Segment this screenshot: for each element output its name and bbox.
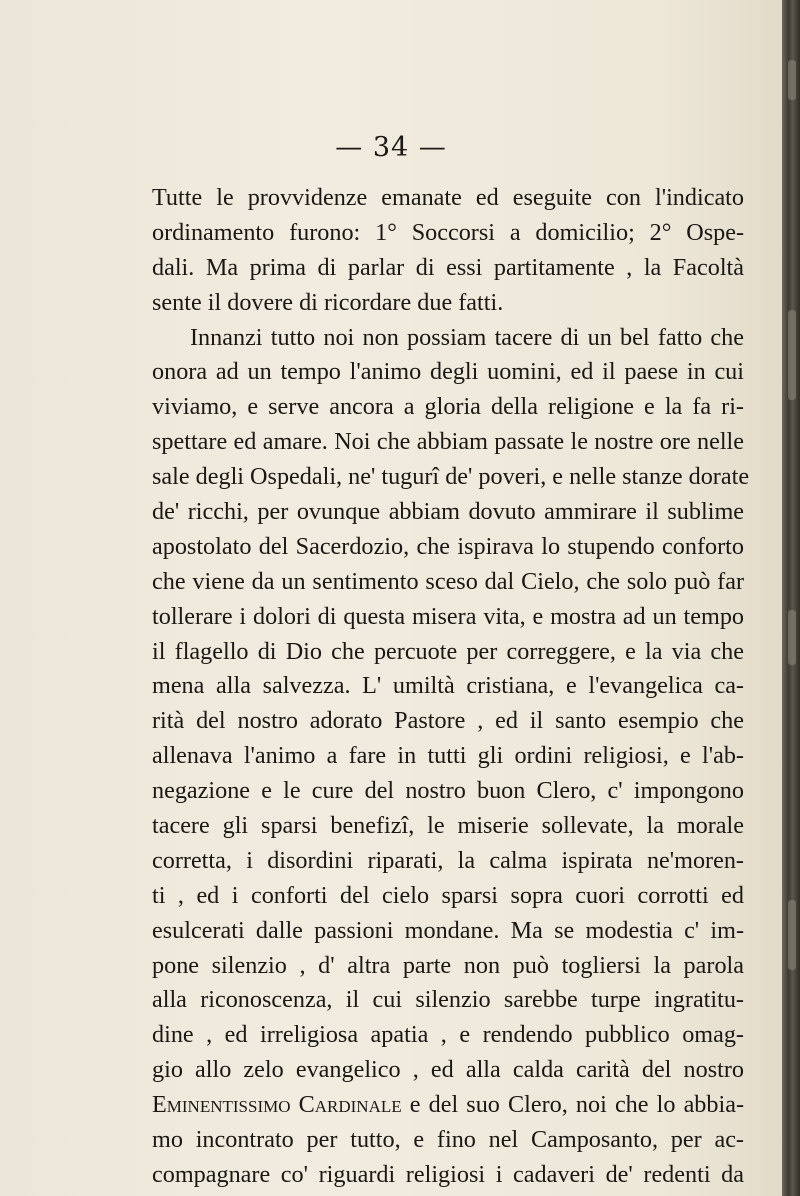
- text-line: mo incontrato per tutto, e fino nel Camposanto, per ac-: [152, 1126, 744, 1154]
- text-line: viviamo, e serve ancora a gloria della religione e la fa ri-: [152, 393, 744, 421]
- text-line: apostolato del Sacerdozio, che ispirava lo stupendo conforto: [152, 532, 744, 560]
- text-line: che viene da un sentimento sceso dal Cielo, che solo può far: [152, 567, 744, 595]
- text-line: mena alla salvezza. L' umiltà cristiana, e l'evangelica ca-: [152, 672, 744, 700]
- text-line: onora ad un tempo l'animo degli uomini, ed il paese in cui: [152, 358, 744, 386]
- edge-mark: [788, 60, 796, 100]
- text-line: negazione e le cure del nostro buon Clero, c' impongono: [152, 777, 744, 805]
- page-number: — 34 —: [335, 132, 447, 163]
- text-line: tacere gli sparsi benefizî, le miserie sollevate, la morale: [152, 812, 744, 840]
- text-line: corretta, i disordini riparati, la calma ispirata ne'moren-: [152, 846, 744, 874]
- text-line: compagnare co' riguardi religiosi i cadaveri de' redenti da: [152, 1160, 744, 1188]
- text-line: sale degli Ospedali, ne' tugurî de' poveri, e nelle stanze dorate: [152, 463, 750, 491]
- text-line: tollerare i dolori di questa misera vita, e mostra ad un tempo: [152, 602, 744, 630]
- text-line: ti , ed i conforti del cielo sparsi sopra cuori corrotti ed: [152, 881, 744, 909]
- text-line: ordinamento furono: 1° Soccorsi a domicilio; 2° Ospe-: [152, 218, 744, 246]
- book-edge: [782, 0, 800, 1196]
- text-line: esulcerati dalle passioni mondane. Ma se modestia c' im-: [152, 916, 744, 944]
- text-line: rità del nostro adorato Pastore , ed il santo esempio che: [152, 707, 744, 735]
- small-caps-title: Eminentissimo Cardinale: [152, 1091, 402, 1119]
- text-line: il flagello di Dio che percuote per correggere, e la via che: [152, 637, 744, 665]
- text-line: Tutte le provvidenze emanate ed eseguite con l'indicato: [152, 184, 744, 211]
- text-line: de' ricchi, per ovunque abbiam dovuto ammirare il sublime: [152, 498, 744, 526]
- edge-mark: [788, 310, 796, 400]
- text-line: gio allo zelo evangelico , ed alla calda carità del nostro: [152, 1056, 744, 1084]
- text-line: spettare ed amare. Noi che abbiam passate le nostre ore nelle: [152, 428, 744, 456]
- text-line: dine , ed irreligiosa apatia , e rendendo pubblico omag-: [152, 1021, 744, 1049]
- text-line-tail: e del suo Clero, noi che lo abbia-: [409, 1091, 745, 1119]
- text-line: Innanzi tutto noi non possiam tacere di un bel fatto che: [190, 323, 744, 351]
- text-line: dali. Ma prima di parlar di essi partitamente , la Facoltà: [152, 253, 744, 281]
- edge-mark: [788, 900, 796, 970]
- text-line: allenava l'animo a fare in tutti gli ordini religiosi, e l'ab-: [152, 742, 744, 770]
- text-line: alla riconoscenza, il cui silenzio sarebbe turpe ingratitu-: [152, 986, 744, 1014]
- text-line: [152, 1088, 744, 1123]
- body-text: [152, 181, 750, 1193]
- text-line: sente il dovere di ricordare due fatti.: [152, 288, 504, 316]
- edge-mark: [788, 610, 796, 665]
- text-line: pone silenzio , d' altra parte non può togliersi la parola: [152, 951, 744, 979]
